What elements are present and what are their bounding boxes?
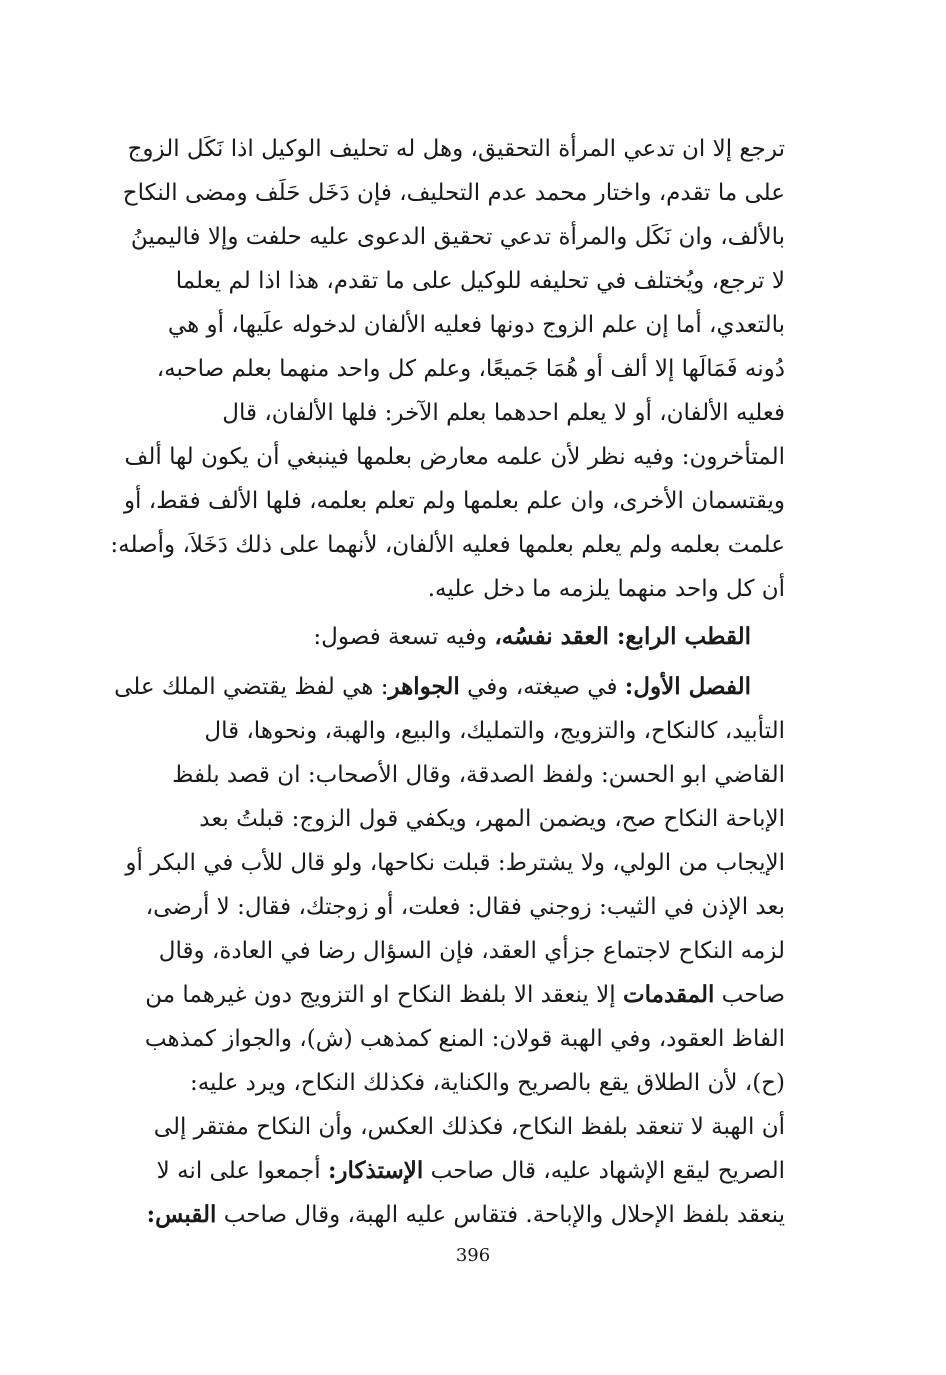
text-line: الفاظ العقود، وفي الهبة قولان: المنع كمذهب (ش)، والجواز كمذهب (144, 1026, 785, 1052)
text-line: بالألف، وان نَكَل والمرأة تدعي تحقيق الدعوى عليه حلفت وإلا فاليمينُ (130, 224, 785, 250)
text-line: فعليه الألفان، أو لا يعلم احدهما بعلم الآخر: فلها الألفان، قال (222, 400, 785, 426)
inline-text: إلا ينعقد الا بلفظ النكاح او التزويج دون غيرهما من (145, 982, 623, 1008)
text-line (110, 973, 785, 1017)
text-line: بالتعدي، أما إن علم الزوج دونها فعليه الألفان لدخوله علَيها، أو هي (167, 312, 785, 338)
page-number: 396 (455, 1245, 491, 1266)
text-line (110, 1149, 785, 1193)
text-line: لا ترجع، ويُختلف في تحليفه للوكيل على ما تقدم، هذا اذا لم يعلما (175, 268, 785, 294)
source-name: القبس: (146, 1201, 217, 1228)
source-name: الجواهر (388, 673, 460, 700)
inline-text: ينعقد بلفظ الإحلال والإباحة. فتقاس عليه الهبة، وقال صاحب (216, 1202, 785, 1228)
heading-bold: القطب الرابع: العقد نفسُه، (494, 623, 751, 650)
text-line: أن كل واحد منهما يلزمه ما دخل عليه. (427, 576, 785, 602)
text-line (110, 1193, 785, 1237)
text-line (110, 665, 785, 709)
text-line: لزمه النكاح لاجتماع جزأي العقد، فإن السؤال رضا في العادة، وقال (158, 938, 785, 964)
text-line: الإباحة النكاح صح، ويضمن المهر، ويكفي قول الزوج: قبلتُ بعد (199, 806, 785, 832)
inline-text: في صيغته، وفي (459, 674, 625, 700)
text-line: دُونه فَمَالَها إلا ألف أو هُمَا جَميعًا، وعلم كل واحد منهما بعلم صاحبه، (156, 356, 785, 382)
text-line: بعد الإذن في الثيب: زوجني فقال: فعلت، أو زوجتك، فقال: لا أرضى، (145, 894, 785, 920)
text-line: على ما تقدم، واختار محمد عدم التحليف، فإن دَخَل حَلَف ومضى النكاح (122, 180, 785, 206)
text-line: ويقتسمان الأخرى، وان علم بعلمها ولم تعلم بعلمه، فلها الألف فقط، أو (123, 488, 785, 514)
inline-text: الصريح ليقع الإشهاد عليه، قال صاحب (423, 1158, 785, 1184)
inline-text: صاحب (714, 982, 785, 1008)
heading-line (110, 615, 785, 659)
source-name: الإستذكار: (327, 1157, 424, 1184)
text-line: الإيجاب من الولي، ولا يشترط: قبلت نكاحها، ولو قال للأب في البكر أو (125, 850, 785, 876)
section-heading (110, 615, 785, 659)
text-line: (ح)، لأن الطلاق يقع بالصريح والكناية، فكذلك النكاح، ويرد عليه: (189, 1070, 785, 1096)
text-line: أن الهبة لا تنعقد بلفظ النكاح، فكذلك العكس، وأن النكاح مفتقر إلى (153, 1114, 785, 1140)
text-line: المتأخرون: وفيه نظر لأن علمه معارض بعلمها فينبغي أن يكون لها ألف (124, 444, 785, 470)
inline-text: : هي لفظ يقتضي الملك على (114, 674, 389, 700)
chapter-title: الفصل الأول: (624, 673, 751, 700)
paragraph-continuation (110, 127, 785, 611)
paragraph-chapter-one (110, 665, 785, 1237)
text-line: علمت بعلمه ولم يعلم بعلمها فعليه الألفان، لأنهما على ذلك دَخَلاَ، وأصله: (110, 532, 785, 558)
source-name: المقدمات (622, 981, 715, 1008)
text-line: ترجع إلا ان تدعي المرأة التحقيق، وهل له تحليف الوكيل اذا نَكَل الزوج (127, 136, 785, 162)
text-line: القاضي ابو الحسن: ولفظ الصدقة، وقال الأصحاب: ان قصد بلفظ (172, 762, 785, 788)
heading-rest: وفيه تسعة فصول: (313, 624, 495, 650)
text-line: التأبيد، كالنكاح، والتزويج، والتمليك، والبيع، والهبة، ونحوها، قال (204, 718, 785, 744)
inline-text: أجمعوا على انه لا (156, 1158, 328, 1184)
